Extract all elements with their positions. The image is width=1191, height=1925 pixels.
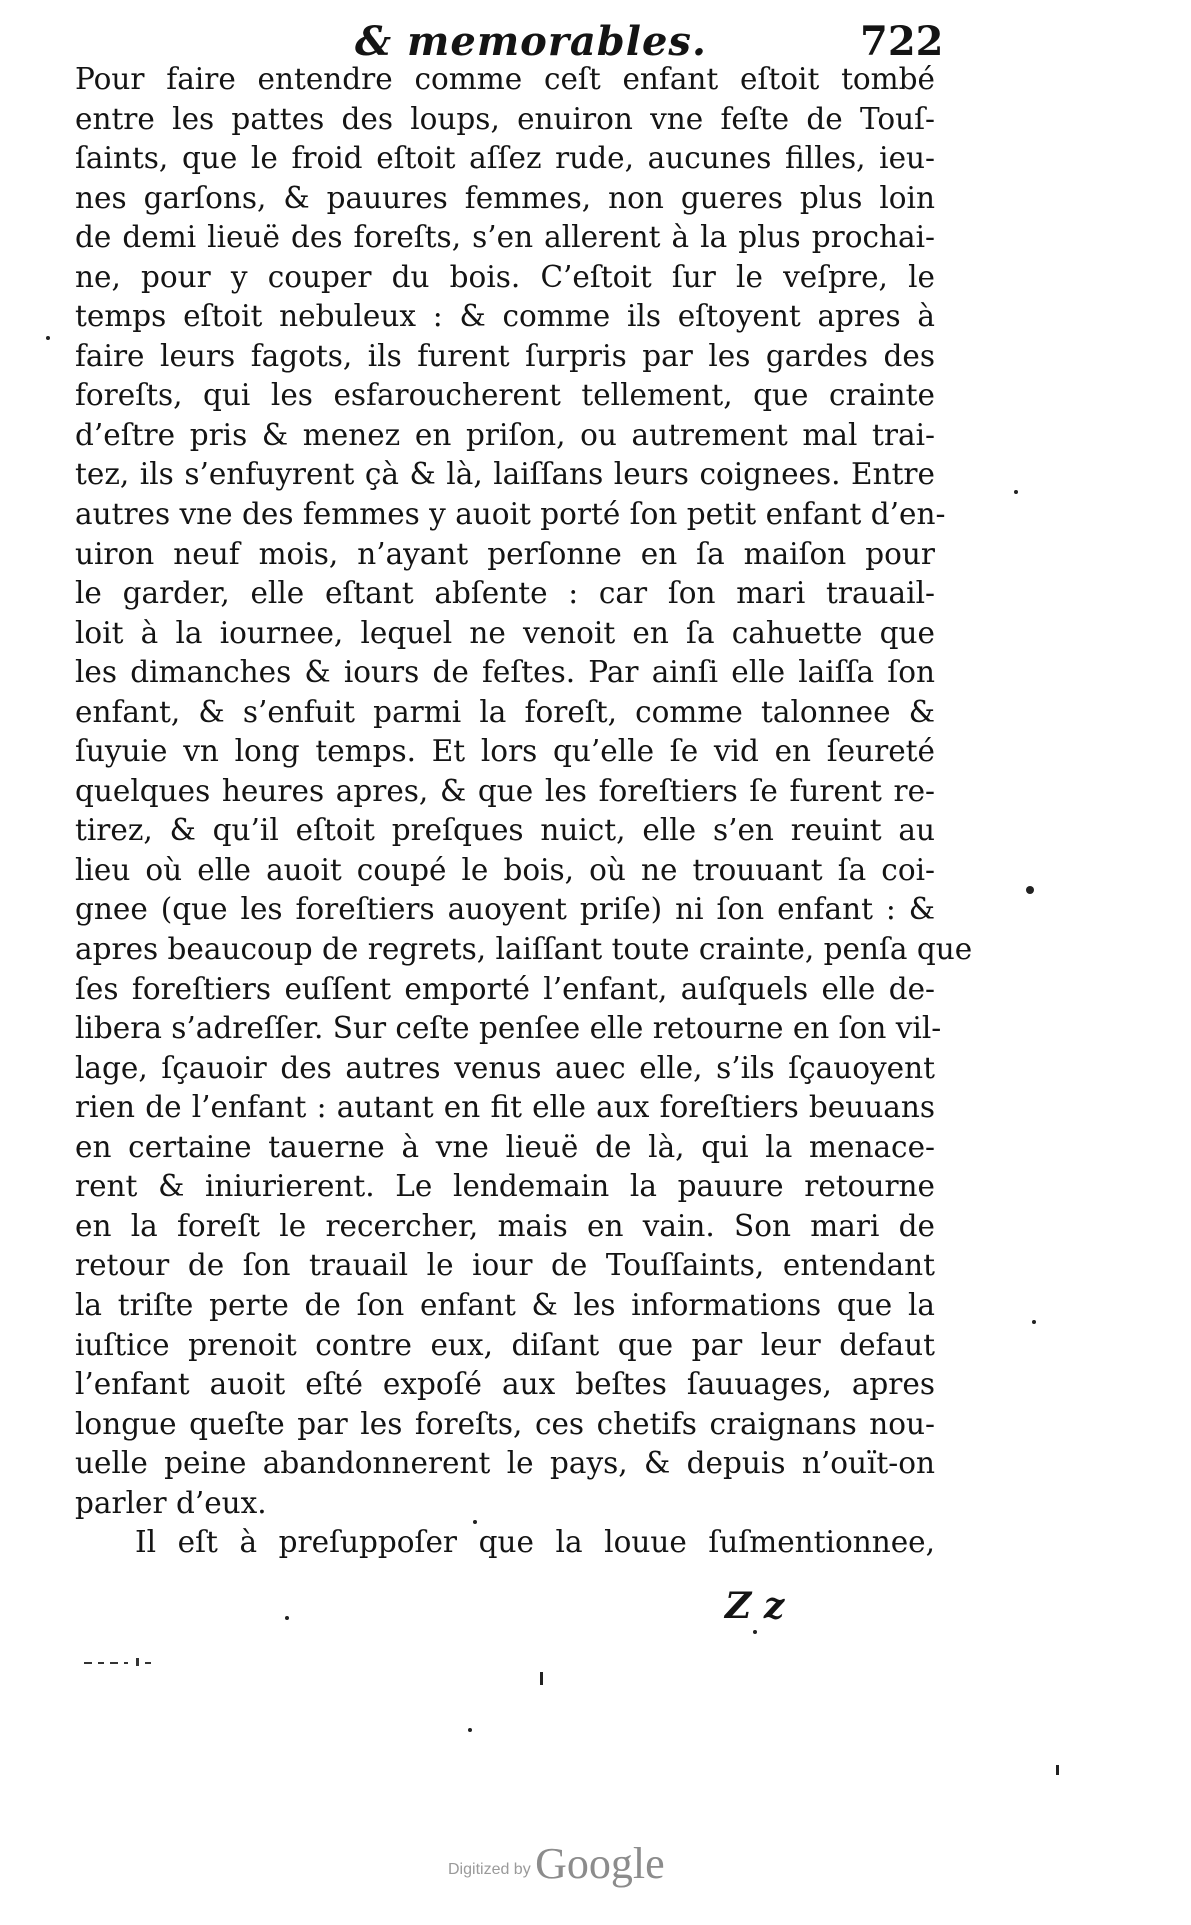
ink-speck [285,1616,289,1620]
text-line: nes garſons, & pauures femmes, non gueres plus loin [75,180,935,215]
text-line: d’eſtre pris & menez en priſon, ou autrement mal trai- [75,417,935,452]
text-line: uiron neuf mois, n’ayant perſonne en ſa maiſon pour [75,536,935,571]
ink-speck [136,1658,139,1666]
ink-speck [1026,886,1034,894]
text-line: gnee (que les foreſtiers auoyent priſe) ni ſon enfant : & [75,892,935,927]
text-line: quelques heures apres, & que les foreſtiers ſe furent re- [75,773,935,808]
text-line: en certaine tauerne à vne lieuë de là, qui la menace- [75,1129,935,1164]
body-text [75,60,973,1563]
ink-speck [145,1662,151,1664]
text-line: enfant, & s’enfuit parmi la foreſt, comme talonnee & [75,694,935,729]
text-line: tez, ils s’enfuyrent çà & là, laiſſans leurs coignees. Entre [75,457,935,492]
paragraph-start-line: Il eſt à preſuppoſer que la louue ſuſmentionnee, [135,1525,935,1560]
text-line: faire leurs fagots, ils furent ſurpris par les gardes des [75,338,935,373]
text-line: Pour faire entendre comme ceſt enfant eſtoit tombé [75,62,935,96]
text-line: ne, pour y couper du bois. C’eſtoit ſur le veſpre, le [75,259,935,294]
text-line: longue queſte par les foreſts, ces chetifs craignans nou- [75,1406,935,1441]
ink-speck [753,1630,757,1634]
text-line: foreſts, qui les esfaroucherent tellement, que crainte [75,378,935,413]
text-line: l’enfant auoit eſté expoſé aux beſtes ſauuages, apres [75,1367,935,1402]
text-line: loit à la iournee, lequel ne venoit en ſa cahuette que [75,615,935,650]
text-line: parler d’eux. [75,1485,267,1520]
text-line: le garder, elle eſtant abſente : car ſon mari trauail- [75,576,935,611]
text-line: autres vne des femmes y auoit porté ſon petit enfant d’en- [75,497,946,532]
page-number: 722 [860,18,944,65]
signature-mark: Z z [725,1585,785,1627]
text-line: la triſte perte de ſon enfant & les informations que la [75,1287,935,1322]
text-line: rien de l’enfant : autant en fit elle aux foreſtiers beuuans [75,1090,935,1125]
text-line: de demi lieuë des foreſts, s’en allerent à la plus prochai- [75,220,935,255]
text-line: tirez, & qu’il eſtoit preſques nuict, elle s’en reuint au [75,813,935,848]
ink-speck [46,336,50,340]
text-line: temps eſtoit nebuleux : & comme ils eſtoyent apres à [75,299,935,334]
text-line: ſuyuie vn long temps. Et lors qu’elle ſe vid en ſeureté [75,734,935,769]
text-line: uelle peine abandonnerent le pays, & depuis n’ouït-on [75,1446,935,1481]
ink-speck [1056,1765,1059,1775]
ink-speck [84,1662,92,1664]
ink-speck [110,1662,118,1664]
text-line: libera s’adreſſer. Sur ceſte penſee elle retourne en ſon vil- [75,1011,942,1046]
text-line: retour de ſon trauail le iour de Touſſaints, entendant [75,1248,935,1283]
text-line: ſaints, que le froid eſtoit aſſez rude, aucunes filles, ieu- [75,141,935,176]
text-line: rent & iniurierent. Le lendemain la pauure retourne [75,1169,935,1204]
running-head: & memorables. [355,18,707,65]
text-line: apres beaucoup de regrets, laiſſant toute crainte, penſa que [75,932,973,967]
text-line: en la foreſt le recercher, mais en vain. Son mari de [75,1208,935,1243]
ink-speck [540,1672,543,1685]
text-line: entre les pattes des loups, enuiron vne feſte de Touſ- [75,101,935,136]
digitization-watermark [448,1838,665,1889]
text-line: les dimanches & iours de feſtes. Par ainſi elle laiſſa ſon [75,655,935,690]
watermark-prefix: Digitized by [448,1861,531,1878]
ink-speck [124,1662,128,1664]
text-line: lage, ſçauoir des autres venus auec elle, s’ils ſçauoyent [75,1050,935,1085]
text-line: lieu où elle auoit coupé le bois, où ne trouuant ſa coi- [75,852,935,887]
ink-speck [98,1662,104,1664]
text-line: iuſtice prenoit contre eux, diſant que par leur defaut [75,1327,935,1362]
text-line: ſes foreſtiers euſſent emporté l’enfant, auſquels elle de- [75,971,935,1006]
ink-speck [1032,1320,1036,1324]
watermark-brand: Google [535,1839,665,1888]
ink-speck [1014,490,1018,494]
ink-speck [468,1728,472,1732]
